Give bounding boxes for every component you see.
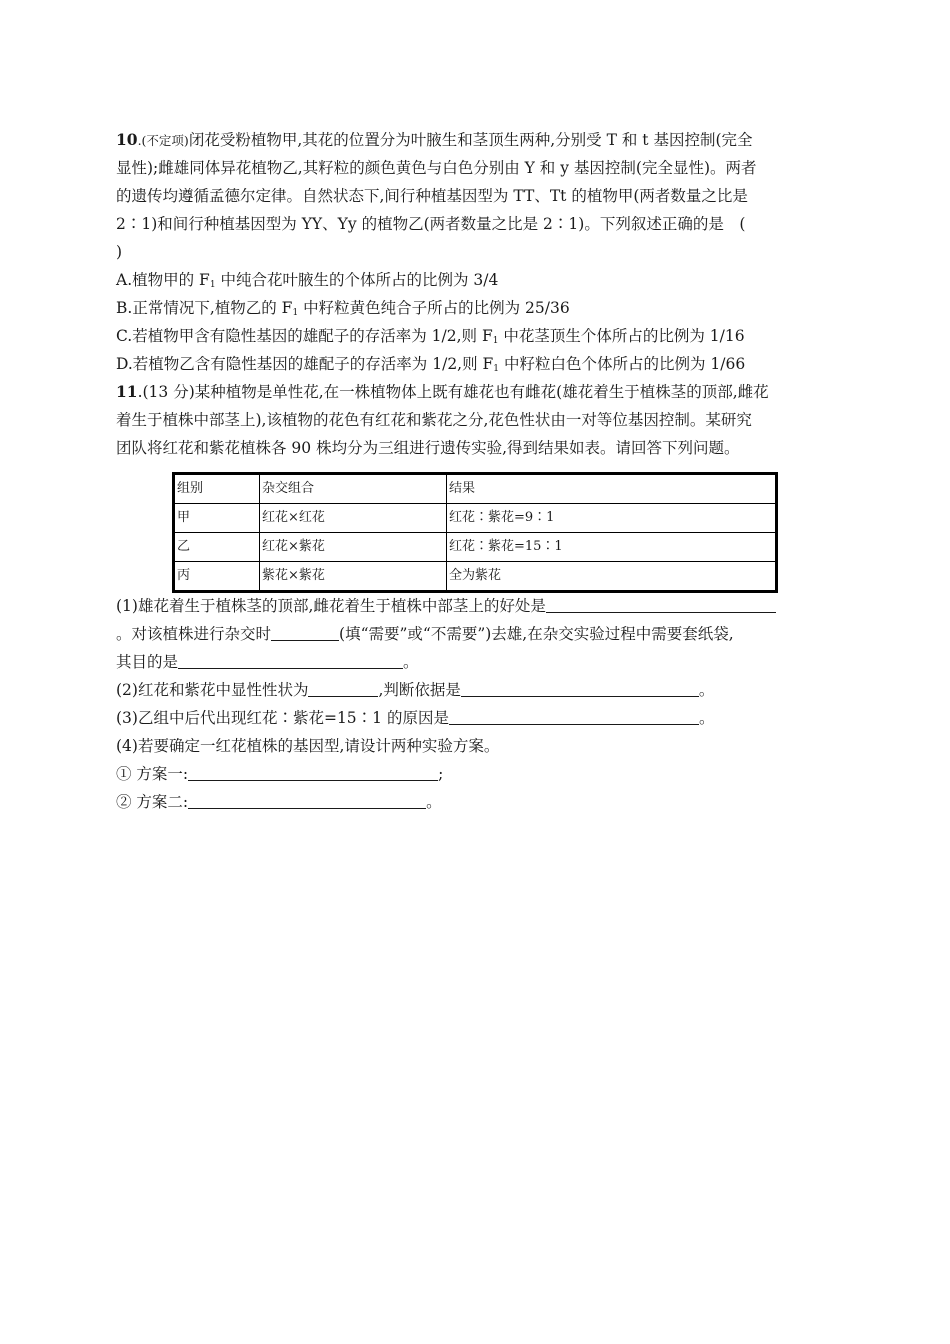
q11-text-1: .(13 分)某种植物是单性花,在一株植物体上既有雄花也有雌花(雄花着生于植株茎的顶部,雌花: [137, 383, 769, 401]
option-b-sub: 1: [292, 308, 299, 318]
q11-line-3: 团队将红花和紫花植株各 90 株均分为三组进行遗传实验,得到结果如表。请回答下列问题。: [116, 439, 740, 457]
table-cell: 紫花×紫花: [260, 562, 447, 592]
table-header-result: 结果: [447, 474, 777, 504]
table-cell: 红花∶紫花=15∶1: [447, 533, 777, 562]
answer-blank-1[interactable]: [546, 594, 776, 613]
answer-blank-2[interactable]: [271, 622, 339, 641]
scheme-2-label: ② 方案二:: [116, 793, 189, 811]
p1-text-b-post: (填“需要”或“不需要”)去雄,在杂交实验过程中需要套纸袋,: [339, 625, 734, 643]
table-row: [174, 562, 777, 592]
answer-blank-5[interactable]: [461, 678, 699, 697]
scheme-2: [116, 788, 842, 816]
p1-text-b: 。对该植株进行杂交时: [116, 625, 272, 643]
q11-part1-line-1: [116, 592, 842, 620]
q10-line-1: [116, 126, 842, 154]
q11-part3: [116, 704, 842, 732]
answer-blank-7[interactable]: [188, 762, 438, 781]
q10-tag: .(不定项): [137, 133, 189, 148]
p1-text-c-post: 。: [403, 653, 419, 671]
q11-line-1: [116, 378, 842, 406]
q11-line-2: 着生于植株中部茎上),该植物的花色有红花和紫花之分,花色性状由一对等位基因控制。某研究: [116, 411, 752, 429]
p1-text-c: 其目的是: [116, 653, 179, 671]
p2-text-post: 。: [698, 681, 715, 699]
option-d-post: 中籽粒白色个体所占的比例为 1/66: [499, 355, 746, 373]
answer-blank-8[interactable]: [188, 790, 426, 809]
q10-line-2: 显性);雌雄同体异花植物乙,其籽粒的颜色黄色与白色分别由 Y 和 y 基因控制(完全显性)。两者: [116, 159, 757, 177]
q11-part4: (4)若要确定一红花植株的基因型,请设计两种实验方案。: [116, 737, 500, 755]
p3-text: (3)乙组中后代出现红花∶紫花=15∶1 的原因是: [116, 709, 449, 727]
scheme-1-post: ;: [438, 765, 444, 783]
q10-line-5: ): [116, 243, 123, 261]
q10-line-4: 2∶1)和间行种植基因型为 YY、Yy 的植物乙(两者数量之比是 2∶1)。下列叙述正确的是 (: [116, 215, 746, 233]
option-d[interactable]: [116, 350, 842, 378]
option-b[interactable]: [116, 294, 842, 322]
option-c[interactable]: [116, 322, 842, 350]
table-cell: 红花×紫花: [260, 533, 447, 562]
question-page: [116, 126, 842, 816]
option-a[interactable]: [116, 266, 842, 294]
p1-text-a: (1)雄花着生于植株茎的顶部,雌花着生于植株中部茎上的好处是: [116, 597, 546, 615]
table-row: [174, 504, 777, 533]
answer-blank-4[interactable]: [308, 678, 378, 697]
option-d-sub: 1: [493, 364, 500, 374]
option-c-sub: 1: [492, 336, 499, 346]
answer-blank-3[interactable]: [178, 650, 403, 669]
answer-blank-6[interactable]: [449, 706, 699, 725]
q11-number: 11: [116, 382, 138, 401]
q10-text-1: 闭花受粉植物甲,其花的位置分为叶腋生和茎顶生两种,分别受 T 和 t 基因控制(完全: [188, 131, 753, 149]
p2-text: (2)红花和紫花中显性性状为: [116, 681, 309, 699]
option-d-pre: D.若植物乙含有隐性基因的雄配子的存活率为 1/2,则 F: [116, 355, 494, 373]
table-cell: 全为紫花: [447, 562, 777, 592]
p2-text-mid: ,判断依据是: [378, 681, 461, 699]
result-table: [172, 472, 778, 593]
q11-part2: [116, 676, 842, 704]
q10-number: 10: [116, 130, 138, 149]
option-b-pre: B.正常情况下,植物乙的 F: [116, 299, 293, 317]
option-b-post: 中籽粒黄色纯合子所占的比例为 25/36: [298, 299, 570, 317]
table-row: [174, 533, 777, 562]
q10-line-3: 的遗传均遵循孟德尔定律。自然状态下,间行种植基因型为 TT、Tt 的植物甲(两者数量之比是: [116, 187, 748, 205]
q11-part1-line-2: [116, 620, 842, 648]
table-cell: 红花∶紫花=9∶1: [447, 504, 777, 533]
scheme-1-label: ① 方案一:: [116, 765, 189, 783]
option-c-post: 中花茎顶生个体所占的比例为 1/16: [498, 327, 745, 345]
table-cell: 甲: [174, 504, 260, 533]
q11-part1-line-3: [116, 648, 842, 676]
table-cell: 丙: [174, 562, 260, 592]
option-c-pre: C.若植物甲含有隐性基因的雄配子的存活率为 1/2,则 F: [116, 327, 493, 345]
scheme-2-post: 。: [426, 793, 442, 811]
scheme-1: [116, 760, 842, 788]
option-a-pre: A.植物甲的 F: [116, 271, 210, 289]
table-header-cross: 杂交组合: [260, 474, 447, 504]
option-a-post: 中纯合花叶腋生的个体所占的比例为 3/4: [215, 271, 499, 289]
p3-text-post: 。: [698, 709, 715, 727]
table-cell: 红花×红花: [260, 504, 447, 533]
table-header-row: [174, 474, 777, 504]
option-a-sub: 1: [209, 280, 216, 290]
table-cell: 乙: [174, 533, 260, 562]
table-header-group: 组别: [174, 474, 260, 504]
